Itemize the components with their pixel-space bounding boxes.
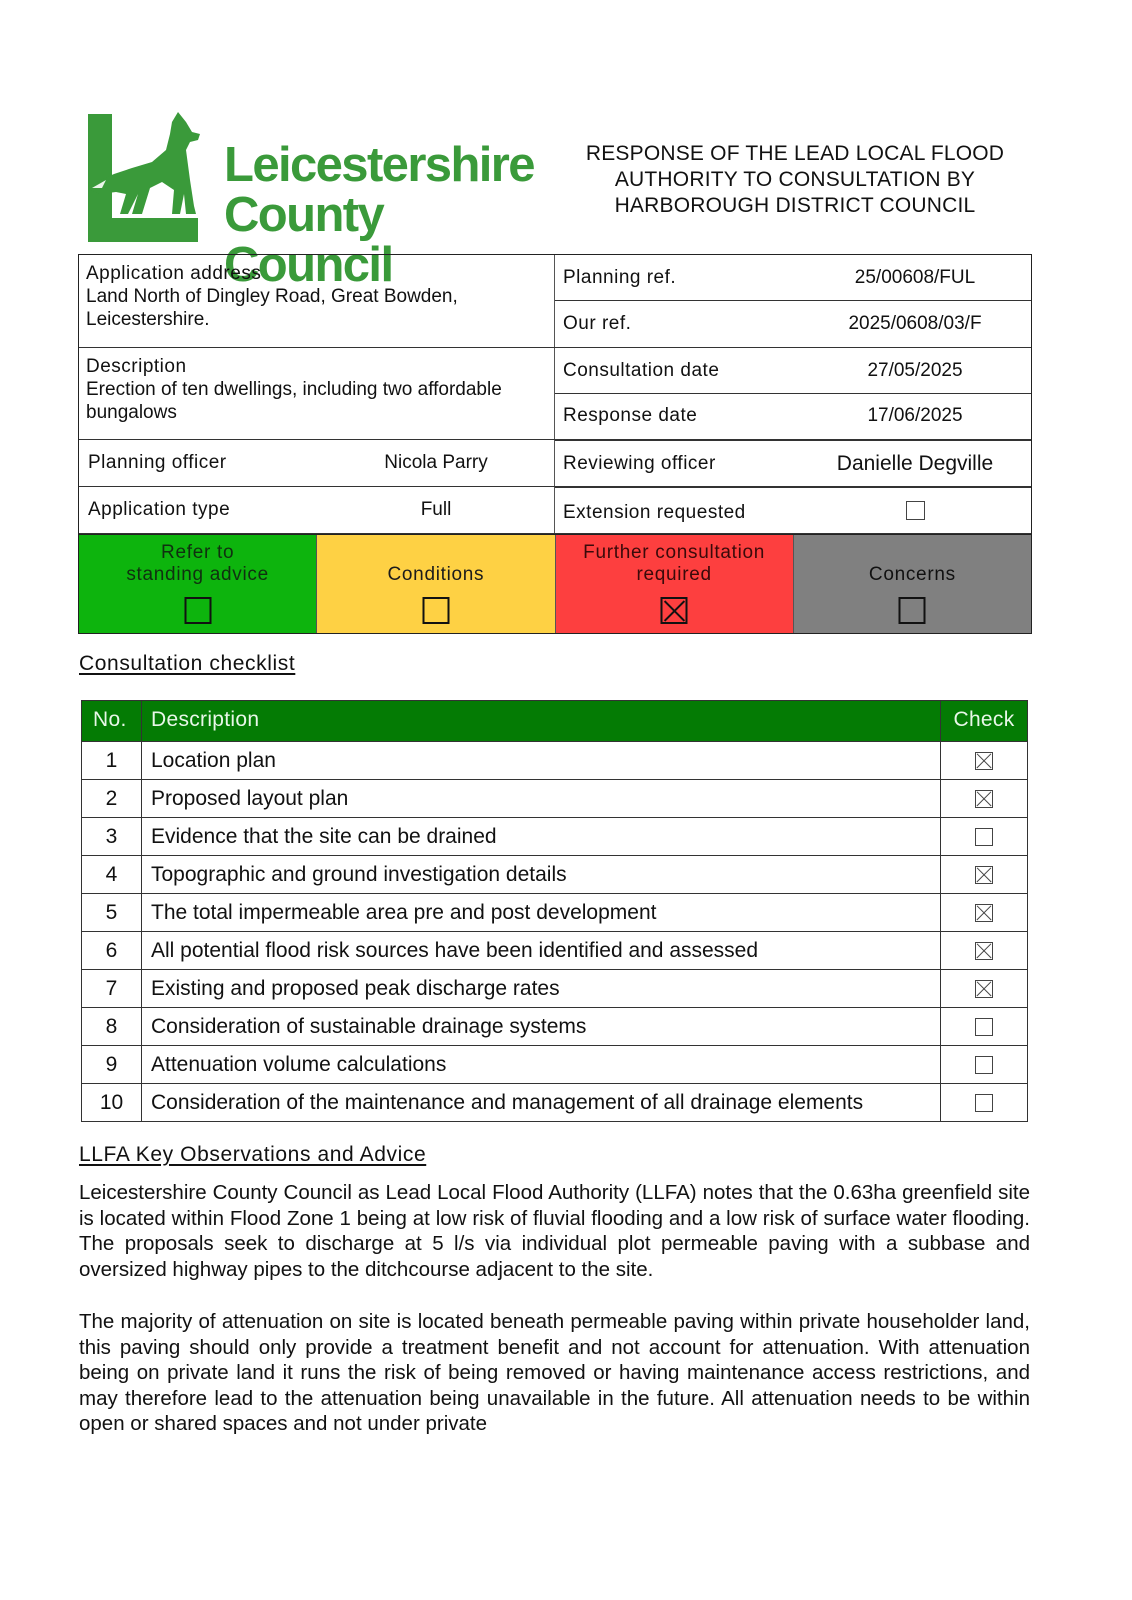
- check-checkbox[interactable]: [975, 942, 993, 960]
- extension-requested-label: Extension requested: [563, 501, 746, 523]
- checklist-header-row: [82, 701, 1028, 742]
- application-address-cell: [79, 255, 555, 347]
- planning-officer-label: Planning officer: [88, 452, 227, 473]
- status-conditions[interactable]: Conditions: [317, 535, 555, 633]
- application-info-table: [78, 254, 1032, 634]
- table-row: 1 Location plan: [82, 742, 1028, 780]
- table-row: 8 Consideration of sustainable drainage systems: [82, 1008, 1028, 1046]
- check-checkbox[interactable]: [975, 904, 993, 922]
- check-checkbox[interactable]: [975, 828, 993, 846]
- observation-paragraph-1: Leicestershire County Council as Lead Local Flood Authority (LLFA) notes that the 0.63ha greenfield site is located within Flood Zone 1 being at low risk of fluvial flooding and a low risk of surface water flooding. The proposals seek to discharge at 5 l/s via individual plot permeable paving with a subbase and oversized highway pipes to the ditchcourse adjacent to the site.: [79, 1181, 1030, 1281]
- info-row-description: [79, 348, 1031, 440]
- logo-wordmark: Leicestershire County Council: [224, 138, 534, 292]
- consultation-date-label: Consultation date: [563, 359, 720, 381]
- table-row: 4 Topographic and ground investigation details: [82, 856, 1028, 894]
- description-cell: [79, 348, 555, 439]
- check-checkbox[interactable]: [975, 1094, 993, 1112]
- status-refer-standing-advice[interactable]: Refer to standing advice: [79, 535, 317, 633]
- response-date-value: 17/06/2025: [867, 405, 963, 426]
- observation-paragraph-2: The majority of attenuation on site is located beneath permeable paving within private householder land, this paving should only provide a treatment benefit and not account for attenuation. With attenuation being on private land it runs the risk of being removed or having maintenance access restrictions, and may therefore lead to the attenuation being unavailable in the future. All attenuation needs to be within open or shared spaces and not under private: [79, 1310, 1030, 1436]
- planning-ref-value: 25/00608/FUL: [854, 266, 976, 288]
- check-checkbox[interactable]: [975, 752, 993, 770]
- planning-ref-row: [555, 255, 1031, 300]
- application-type-value: Full: [420, 499, 452, 520]
- status-concerns[interactable]: Concerns: [794, 535, 1031, 633]
- reviewing-officer-label: Reviewing officer: [563, 452, 716, 474]
- status-checkbox-conditions[interactable]: [422, 597, 449, 624]
- check-checkbox[interactable]: [975, 790, 993, 808]
- application-address-value: Land North of Dingley Road, Great Bowden, Leicestershire.: [86, 286, 458, 330]
- check-checkbox[interactable]: [975, 980, 993, 998]
- our-ref-value: 2025/0608/03/F: [848, 312, 982, 334]
- table-row: 3 Evidence that the site can be drained: [82, 818, 1028, 856]
- status-further-consultation[interactable]: Further consultation required: [556, 535, 794, 633]
- reviewing-officer-value: Danielle Degville: [836, 451, 994, 475]
- table-row: 7 Existing and proposed peak discharge rates: [82, 970, 1028, 1008]
- planning-officer-cell: [79, 440, 555, 486]
- table-row: 9 Attenuation volume calculations: [82, 1046, 1028, 1084]
- planning-ref-label: Planning ref.: [563, 266, 677, 288]
- description-label: Description: [86, 356, 187, 377]
- status-checkbox-further-consultation[interactable]: [661, 597, 688, 624]
- extension-requested-cell: [555, 487, 1031, 533]
- application-address-label: Application address: [86, 263, 262, 284]
- our-ref-row: [555, 300, 1031, 346]
- checklist-heading: Consultation checklist: [79, 652, 296, 675]
- extension-requested-checkbox[interactable]: [906, 501, 925, 520]
- table-row: 5 The total impermeable area pre and post development: [82, 894, 1028, 932]
- application-type-cell: [79, 487, 555, 533]
- status-checkbox-concerns[interactable]: [899, 597, 926, 624]
- planning-officer-value: Nicola Parry: [384, 452, 488, 473]
- description-value: Erection of ten dwellings, including two affordable bungalows: [86, 379, 502, 423]
- response-date-row: [555, 393, 1031, 438]
- table-row: 10 Consideration of the maintenance and management of all drainage elements: [82, 1084, 1028, 1122]
- reviewing-officer-cell: [555, 440, 1031, 486]
- info-row-address: [79, 255, 1031, 348]
- application-type-label: Application type: [88, 499, 231, 520]
- response-date-label: Response date: [563, 405, 698, 426]
- table-row: 6 All potential flood risk sources have been identified and assessed: [82, 932, 1028, 970]
- info-row-officers: [79, 440, 1031, 487]
- check-checkbox[interactable]: [975, 866, 993, 884]
- our-ref-label: Our ref.: [563, 312, 632, 334]
- table-row: 2 Proposed layout plan: [82, 780, 1028, 818]
- info-row-type: [79, 487, 1031, 534]
- consultation-checklist-table: [81, 700, 1028, 1122]
- consultation-date-value: 27/05/2025: [867, 359, 963, 381]
- response-status-row: [79, 534, 1031, 633]
- consultation-date-row: [555, 348, 1031, 393]
- check-checkbox[interactable]: [975, 1018, 993, 1036]
- fox-emblem-icon: [86, 110, 211, 242]
- status-checkbox-standing-advice[interactable]: [184, 597, 211, 624]
- column-header-description: Description: [142, 701, 941, 742]
- observations-heading: LLFA Key Observations and Advice: [79, 1143, 427, 1166]
- document-title: RESPONSE OF THE LEAD LOCAL FLOOD AUTHORITY TO CONSULTATION BY HARBOROUGH DISTRICT COUNCIL: [585, 142, 1005, 217]
- check-checkbox[interactable]: [975, 1056, 993, 1074]
- column-header-no: No.: [82, 701, 142, 742]
- column-header-check: Check: [941, 701, 1028, 742]
